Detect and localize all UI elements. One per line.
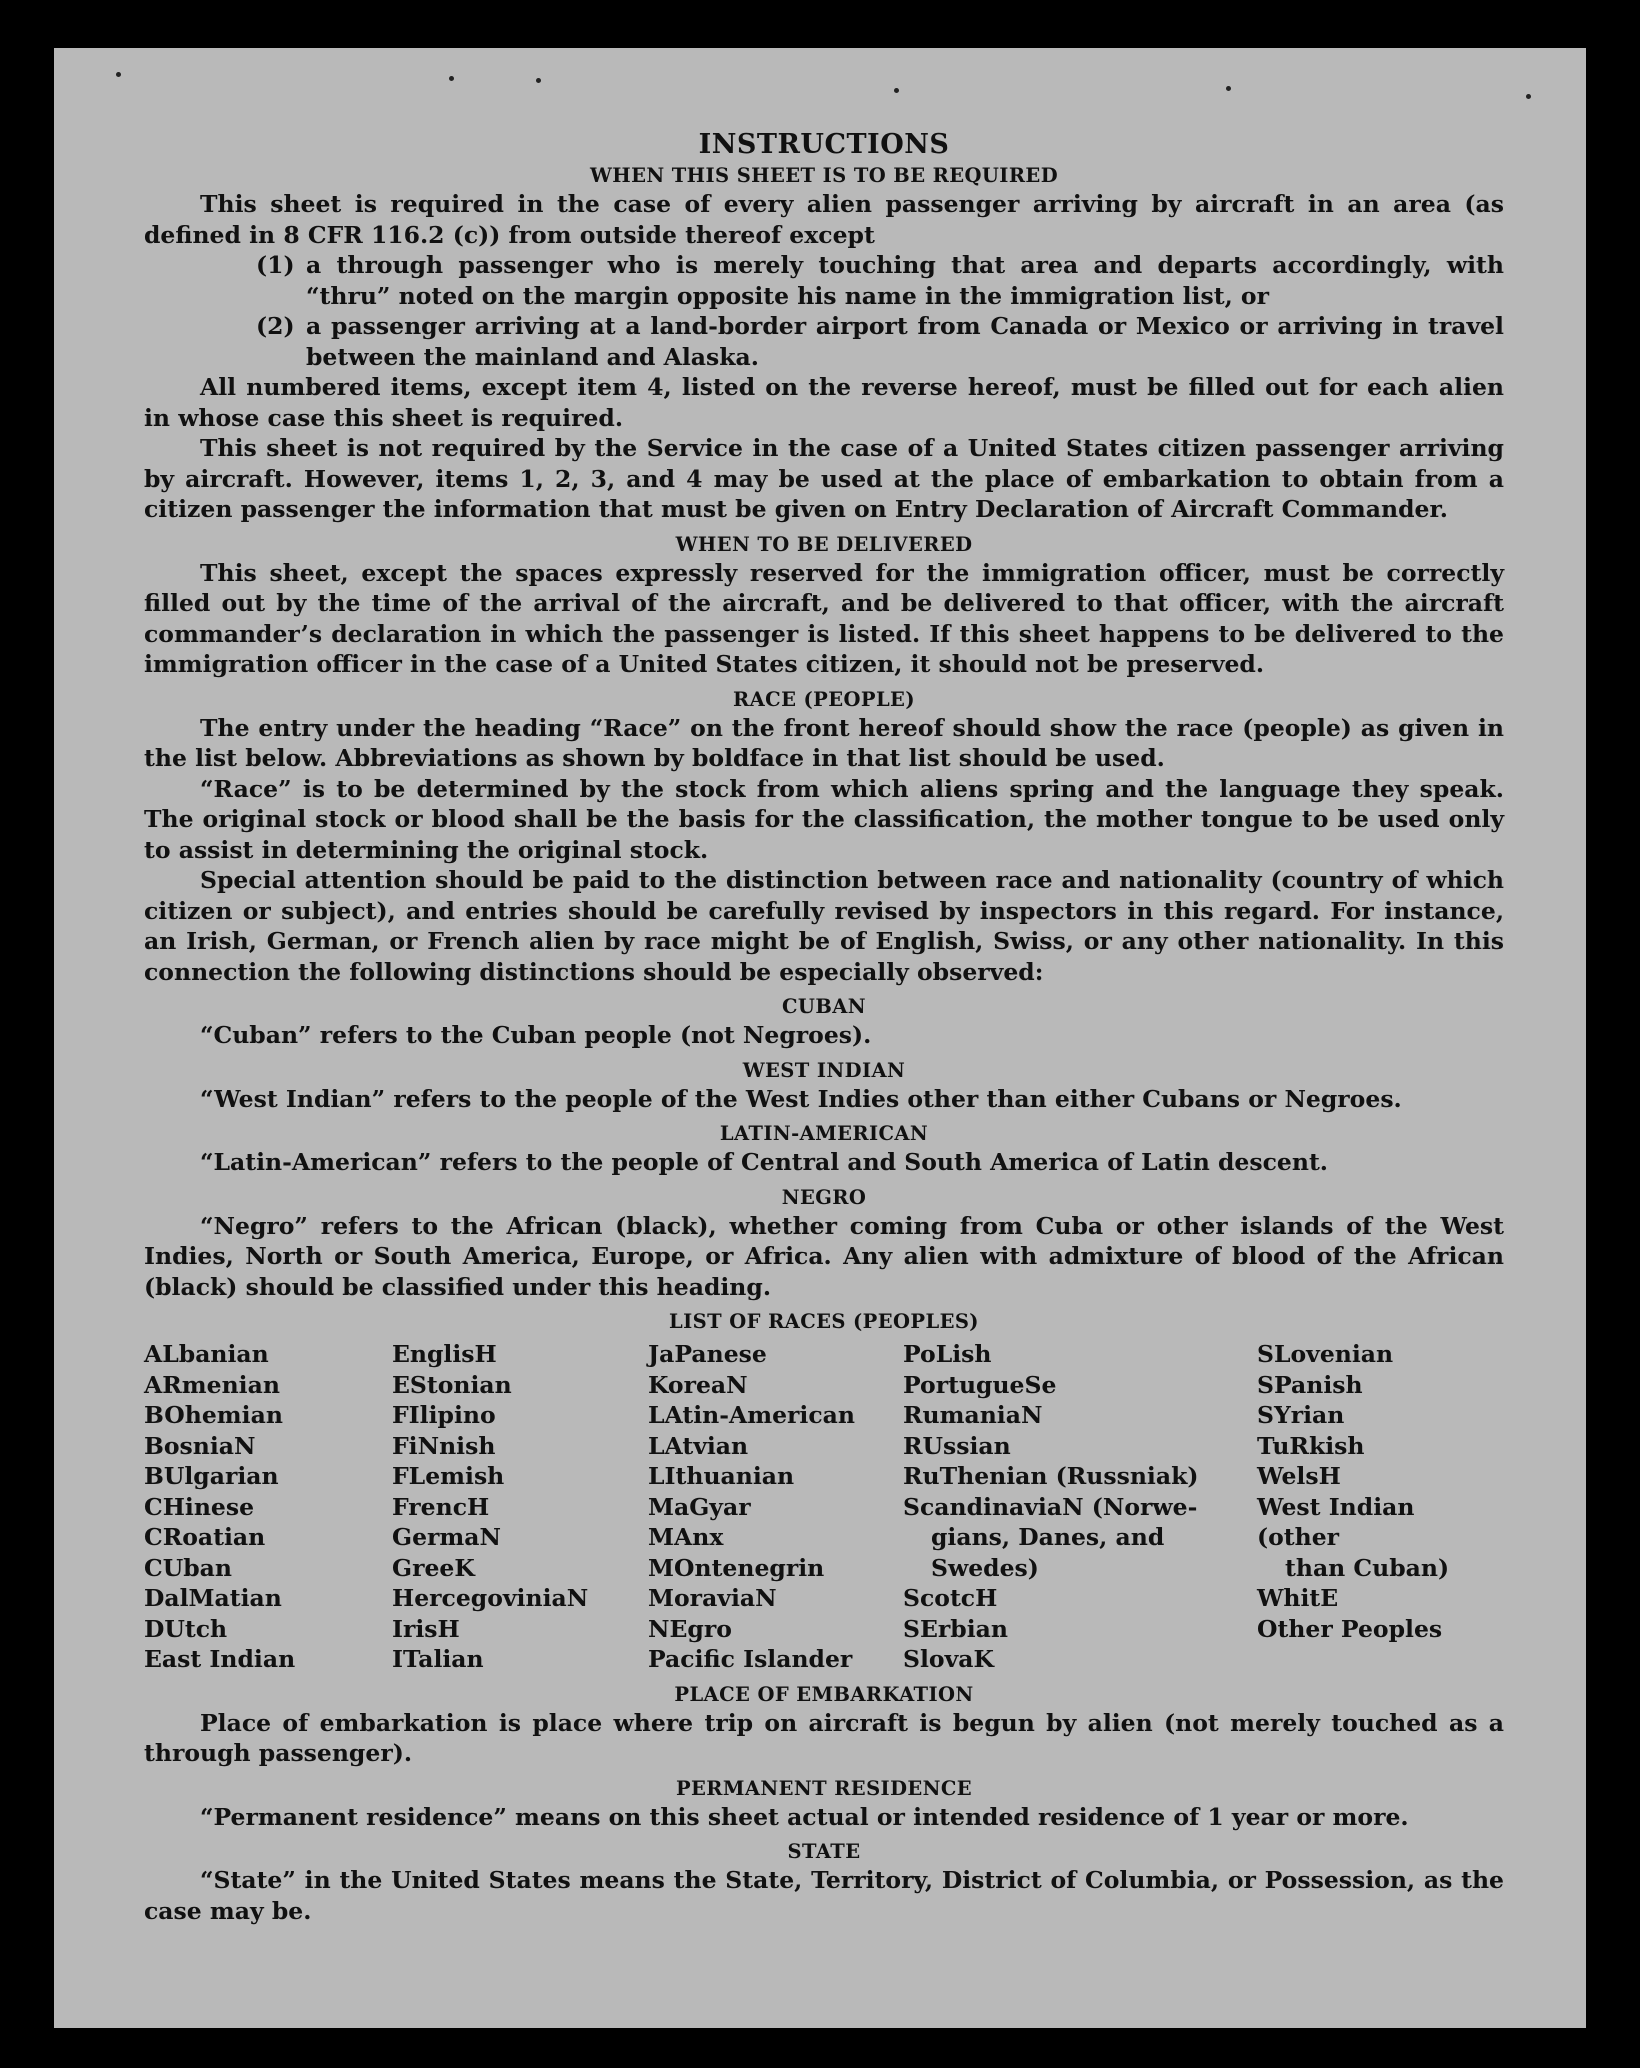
when-required-intro: This sheet is required in the case of every alien passenger arriving by aircraft in an area (as defined in 8 CFR 116.2 (c)) from outside thereof except <box>144 190 1504 249</box>
heading-when-delivered: WHEN TO BE DELIVERED <box>675 532 973 556</box>
race-entry: FIlipino <box>392 1401 496 1429</box>
race-entry: MOntenegrin <box>648 1553 825 1582</box>
heading-permanent-residence: PERMANENT RESIDENCE <box>675 1776 973 1800</box>
race-entry: CRoatian <box>144 1523 266 1551</box>
race-entry: RUssian <box>903 1431 1011 1460</box>
race-entry: WhitE <box>1257 1584 1339 1612</box>
races-column-3 <box>648 1339 903 1675</box>
race-entry: gians, Danes, and <box>931 1523 1165 1551</box>
race-para-2: “Race” is to be determined by the stock from which aliens spring and the language they speak. The original stock or blood shall be the basis for the classification, the mother tongue to be used only to assist in determining the original stock. <box>144 774 1504 864</box>
heading-embarkation: PLACE OF EMBARKATION <box>674 1682 974 1706</box>
race-entry: FiNnish <box>392 1431 496 1460</box>
race-entry: BUlgarian <box>144 1462 279 1490</box>
race-entry: ALbanian <box>144 1340 269 1368</box>
races-column-4 <box>903 1339 1257 1675</box>
exception-item-2 <box>256 311 1504 372</box>
race-entry: GermaN <box>392 1523 501 1551</box>
race-entry: NEgro <box>648 1614 732 1643</box>
race-entry: West Indian (other <box>1257 1492 1415 1551</box>
race-entry: PoLish <box>903 1340 992 1368</box>
race-entry: WelsH <box>1257 1462 1341 1490</box>
item-number: (2) <box>256 312 295 340</box>
race-entry: CHinese <box>144 1492 255 1521</box>
heading-latin-american: LATIN-AMERICAN <box>719 1122 929 1145</box>
when-delivered-text: This sheet, except the spaces expressly reserved for the immigration officer, must be correctly filled out by the time of the arrival of the aircraft, and be delivered to that officer, with the aircraft commander’s declaration in which the passenger is listed. If this sheet happens to be delivered to the immigration officer in the case of a United States citizen, it should not be preserved. <box>144 558 1504 678</box>
race-entry: MoraviaN <box>648 1584 777 1612</box>
item-number: (1) <box>256 251 295 279</box>
race-entry: LAtin-American <box>648 1401 855 1429</box>
race-entry: MaGyar <box>648 1492 751 1521</box>
races-column-1 <box>144 1339 392 1675</box>
race-entry: LAtvian <box>648 1431 749 1460</box>
negro-text: “Negro” refers to the African (black), whether coming from Cuba or other islands of the West Indies, North or South America, Europe, or Africa. Any alien with admixture of blood of the African (black) should be classified under this heading. <box>144 1211 1504 1301</box>
races-list <box>144 1339 1504 1675</box>
race-entry: DalMatian <box>144 1584 282 1612</box>
race-entry: Swedes) <box>931 1553 1039 1582</box>
race-entry: RumaniaN <box>903 1401 1043 1429</box>
document-sheet <box>54 48 1586 2028</box>
page-title: INSTRUCTIONS <box>698 129 950 160</box>
heading-cuban: CUBAN <box>782 995 866 1018</box>
race-para-3: Special attention should be paid to the distinction between race and nationality (country of which citizen or subject), and entries should be carefully revised by inspectors in this regard. For instance, an Irish, German, or French alien by race might be of English, Swiss, or any other nationality. In this connection the following distinctions should be especially observed: <box>144 866 1504 986</box>
embarkation-text: Place of embarkation is place where trip on aircraft is begun by alien (not merely touched as a through passenger). <box>144 1708 1504 1767</box>
permanent-residence-text: “Permanent residence” means on this sheet actual or intended residence of 1 year or more. <box>200 1802 1409 1831</box>
scan-speck <box>116 72 121 77</box>
race-entry: ScandinaviaN (Norwe- <box>903 1492 1198 1521</box>
race-entry: HercegoviniaN <box>392 1584 589 1612</box>
scan-speck <box>536 78 541 83</box>
race-para-1: The entry under the heading “Race” on the front hereof should show the race (people) as given in the list below. Abbreviations as shown by boldface in that list should be used. <box>144 713 1504 772</box>
race-entry: SLovenian <box>1257 1340 1394 1368</box>
heading-list-of-races: LIST OF RACES (PEOPLES) <box>669 1310 979 1333</box>
race-entry: than Cuban) <box>1285 1553 1450 1582</box>
race-entry: SYrian <box>1257 1401 1345 1429</box>
race-entry: JaPanese <box>648 1340 767 1368</box>
race-entry: FrencH <box>392 1492 490 1521</box>
state-text: “State” in the United States means the State, Territory, District of Columbia, or Possession, as the case may be. <box>144 1866 1504 1925</box>
race-entry: GreeK <box>392 1553 475 1582</box>
race-entry: RuThenian (Russniak) <box>903 1462 1199 1490</box>
when-required-para-2: All numbered items, except item 4, listed on the reverse hereof, must be filled out for each alien in whose case this sheet is required. <box>144 373 1504 432</box>
heading-when-required: WHEN THIS SHEET IS TO BE REQUIRED <box>589 164 1059 187</box>
instructions-content <box>144 128 1504 1926</box>
race-entry: ScotcH <box>903 1584 998 1612</box>
race-entry: SPanish <box>1257 1370 1363 1399</box>
race-entry: LIthuanian <box>648 1462 795 1490</box>
race-entry: BosniaN <box>144 1431 256 1460</box>
cuban-text: “Cuban” refers to the Cuban people (not Negroes). <box>200 1021 872 1049</box>
heading-race: RACE (PEOPLE) <box>733 687 915 711</box>
scan-speck <box>894 88 899 93</box>
race-entry: CUban <box>144 1553 232 1582</box>
heading-west-indian: WEST INDIAN <box>742 1058 906 1082</box>
exception-item-1 <box>256 250 1504 311</box>
race-entry: IrisH <box>392 1614 460 1643</box>
race-entry: MAnx <box>648 1523 724 1551</box>
scan-speck <box>449 76 454 81</box>
race-entry: ARmenian <box>144 1370 280 1399</box>
race-entry: Other Peoples <box>1257 1614 1443 1643</box>
race-entry: BOhemian <box>144 1401 283 1429</box>
item-text: a passenger arriving at a land-border airport from Canada or Mexico or arriving in travel between the mainland and Alaska. <box>306 312 1504 371</box>
item-text: a through passenger who is merely touching that area and departs accordingly, with “thru” noted on the margin opposite his name in the immigration list, or <box>306 251 1504 310</box>
race-entry: SlovaK <box>903 1645 994 1673</box>
races-column-5 <box>1257 1339 1504 1675</box>
race-entry: PortugueSe <box>903 1370 1057 1399</box>
heading-negro: NEGRO <box>781 1185 867 1209</box>
race-entry: EStonian <box>392 1370 512 1399</box>
race-entry: ITalian <box>392 1645 484 1673</box>
race-entry: DUtch <box>144 1614 228 1643</box>
when-required-para-3: This sheet is not required by the Service in the case of a United States citizen passenger arriving by aircraft. However, items 1, 2, 3, and 4 may be used at the place of embarkation to obtain from a citizen passenger the information that must be given on Entry Declaration of Aircraft Commander. <box>144 434 1504 523</box>
race-entry: FLemish <box>392 1462 505 1490</box>
scan-speck <box>1526 94 1531 99</box>
race-entry: TuRkish <box>1257 1431 1365 1460</box>
race-entry: East Indian <box>144 1645 296 1673</box>
race-entry: Pacific Islander <box>648 1645 853 1673</box>
race-entry: EnglisH <box>392 1340 497 1368</box>
latin-american-text: “Latin-American” refers to the people of Central and South America of Latin descent. <box>200 1148 1328 1176</box>
scan-speck <box>1226 86 1231 91</box>
race-entry: KoreaN <box>648 1370 748 1399</box>
heading-state: STATE <box>787 1840 861 1863</box>
race-entry: SErbian <box>903 1614 1008 1643</box>
west-indian-text: “West Indian” refers to the people of the West Indies other than either Cubans or Negroes. <box>200 1084 1402 1113</box>
races-column-2 <box>392 1339 648 1675</box>
